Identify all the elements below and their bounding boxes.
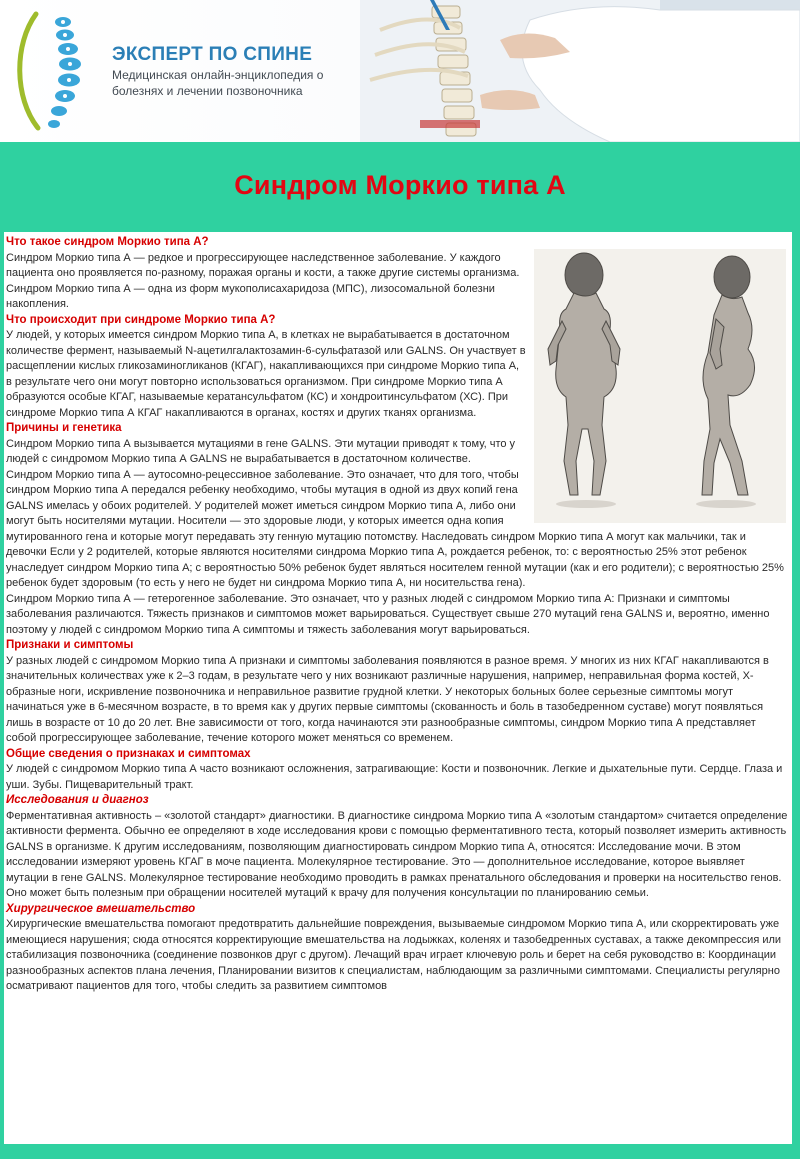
section-heading: Признаки и симптомы [6,639,134,651]
logo-subtitle: Медицинская онлайн-энциклопедия о болезнях и лечении позвоночника [112,68,324,98]
patient-photo-image [534,249,786,523]
section-heading: Что происходит при синдроме Моркио типа А? [6,313,276,326]
article-body [4,232,792,1144]
section-paragraph: У людей, у которых имеется синдром Моркио типа А, в клетках не вырабатывается в достаточном количестве фермент, называемый N-ацетилгалактозамин-6-сульфатазой или GALNS. Он участвует в расщеплении кислых гликозаминогликанов (КГАГ), накапливающихся при синдроме Моркио типа А, в результате чего они могут повторно использоваться организмом. При синдроме Моркио типа А образуются особые КГАГ, называемые кератансульфатом (КС) и хондроитинсульфатом (ХС). При синдроме Моркио типа А КГАГ накапливаются в органах, костях и других тканях организма. [6,329,526,419]
section-heading: Причины и генетика [6,422,122,434]
section-paragraph: Синдром Моркио типа А вызывается мутациями в гене GALNS. Эти мутации приводят к тому, что у людей с синдромом Моркио типа А GALNS не вырабатывается в достаточном количестве. [6,437,516,465]
section-paragraph: Хирургические вмешательства помогают предотвратить дальнейшие повреждения, вызываемые синдромом Моркио типа А, или скорректировать уже имеющиеся нарушения; сюда относятся корректирующие вмешательства на лодыжках, коленях и тазобедренных суставах, а также декомпрессия или стабилизация позвоночника (соединение позвонков друг с другом). Лечащий врач играет ключевую роль и берет на себя руководство в: Координации разнообразных аспектов плана лечения, Планировании визитов к специалистам, наблюдающим за различными симптомами. Специалисты регулярно осматривают пациентов для того, чтобы следить за развитием симптомов [6,918,782,992]
section-paragraph: Ферментативная активность – «золотой стандарт» диагностики. В диагностике синдрома Моркио типа А «золотым стандартом» считается определение активности фермента. Обычно ее определяют в ходе исследования крови с помощью ферментативного теста, который позволяет измерить активность GALNS в организме. К другим исследованиям, позволяющим диагностировать синдром Моркио типа А, относятся: Исследование мочи. В этом исследовании измеряют уровень КГАГ в моче пациента. Молекулярное тестирование. Это — дополнительное исследование, которое выявляет мутации в гене GALNS. Молекулярное тестирование необходимо проводить в рамках пренатального обследования и проверки на носительство генов. Оно может быть полезным при обращении носителей мутаций к врачу для получения консультации по планированию семьи. [6,809,788,899]
section-heading: Общие сведения о признаках и симптомах [6,747,251,760]
logo-title[interactable]: ЭКСПЕРТ ПО СПИНЕ [112,44,313,65]
section-heading: Что такое синдром Моркио типа А? [6,236,209,248]
section-paragraph: Синдром Моркио типа А — гетерогенное заболевание. Это означает, что у разных людей с синдромом Моркио типа А: Признаки и симптомы заболевания различаются. Тяжесть признаков и симптомов может варьироваться. Существует свыше 270 мутаций гена GALNS и, вероятно, именно поэтому у людей с синдромом Моркио типа А симптомы и тяжесть заболевания могут варьироваться. [6,592,770,636]
patient-photo [534,249,786,523]
section-paragraph: У людей с синдромом Моркио типа А часто возникают осложнения, затрагивающие: Кости и позвоночник. Легкие и дыхательные пути. Сердце. Глаза и уши. Зубы. Пищеварительный тракт. [6,763,783,791]
section-paragraph: Синдром Моркио типа А — аутосомно-рецессивное заболевание. Это означает, что для того, чтобы синдром Моркио типа А передался ребенку необходимо, чтобы мутация в одной из двух копий гена GALNS имелась у обоих родителей. У родителей может иметься синдром Моркио типа А, либо они могут быть носителями мутации. Носители — это здоровые люди, у которых имеется одна копия мутированного гена и которые могут передавать эту генную мутацию потомству. Наследовать синдром Моркио типа А могут как мальчики, так и девочки Если у 2 родителей, которые являются носителями синдрома Моркио типа А, рождается ребенок, то: с вероятностью 25% этот ребенок унаследует синдром Моркио типа А; с вероятностью 50% ребенок будет являться носителем генной мутации (как и его родители); с вероятностью 25% ребенок будет здоровым (то есть у него не будет ни синдрома Моркио типа А, ни носительства гена). [6,468,784,589]
spine-logo-icon[interactable] [8,6,108,134]
section-heading: Исследования и диагноз [6,794,149,806]
site-header [0,0,800,142]
title-band [0,156,800,214]
doctor-spine-illustration [360,0,800,142]
page-title: Синдром Моркио типа А [234,169,566,200]
section-paragraph: Синдром Моркио типа А — редкое и прогрессирующее наследственное заболевание. У каждого пациента оно проявляется по-разному, поражая органы и кости, а также другие системы организма. Синдром Моркио типа А — одна из форм мукополисахаридоза (МПС), лизосомальной болезни накопления. [6,251,520,310]
section-heading: Хирургическое вмешательство [6,902,196,915]
section-paragraph: У разных людей с синдромом Моркио типа А признаки и симптомы заболевания появляются в разное время. У многих из них КГАГ накапливаются в значительных количествах уже к 2–3 годам, в результате чего у них возникают различные нарушения, например, неправильная форма костей, Х-образные ноги, искривление позвоночника и неправильное развитие грудной клетки. У некоторых больных более серьезные симптомы могут начинаться уже в 6-месячном возрасте, в то время как у других первые симптомы (скованность и боль в тазобедренном суставе) могут появляться лишь в возрасте от 10 до 20 лет. Вне зависимости от того, когда начинаются эти разнообразные симптомы, синдром Моркио типа А представляет собой прогрессирующее заболевание, течение которого может меняться со временем. [6,654,769,744]
